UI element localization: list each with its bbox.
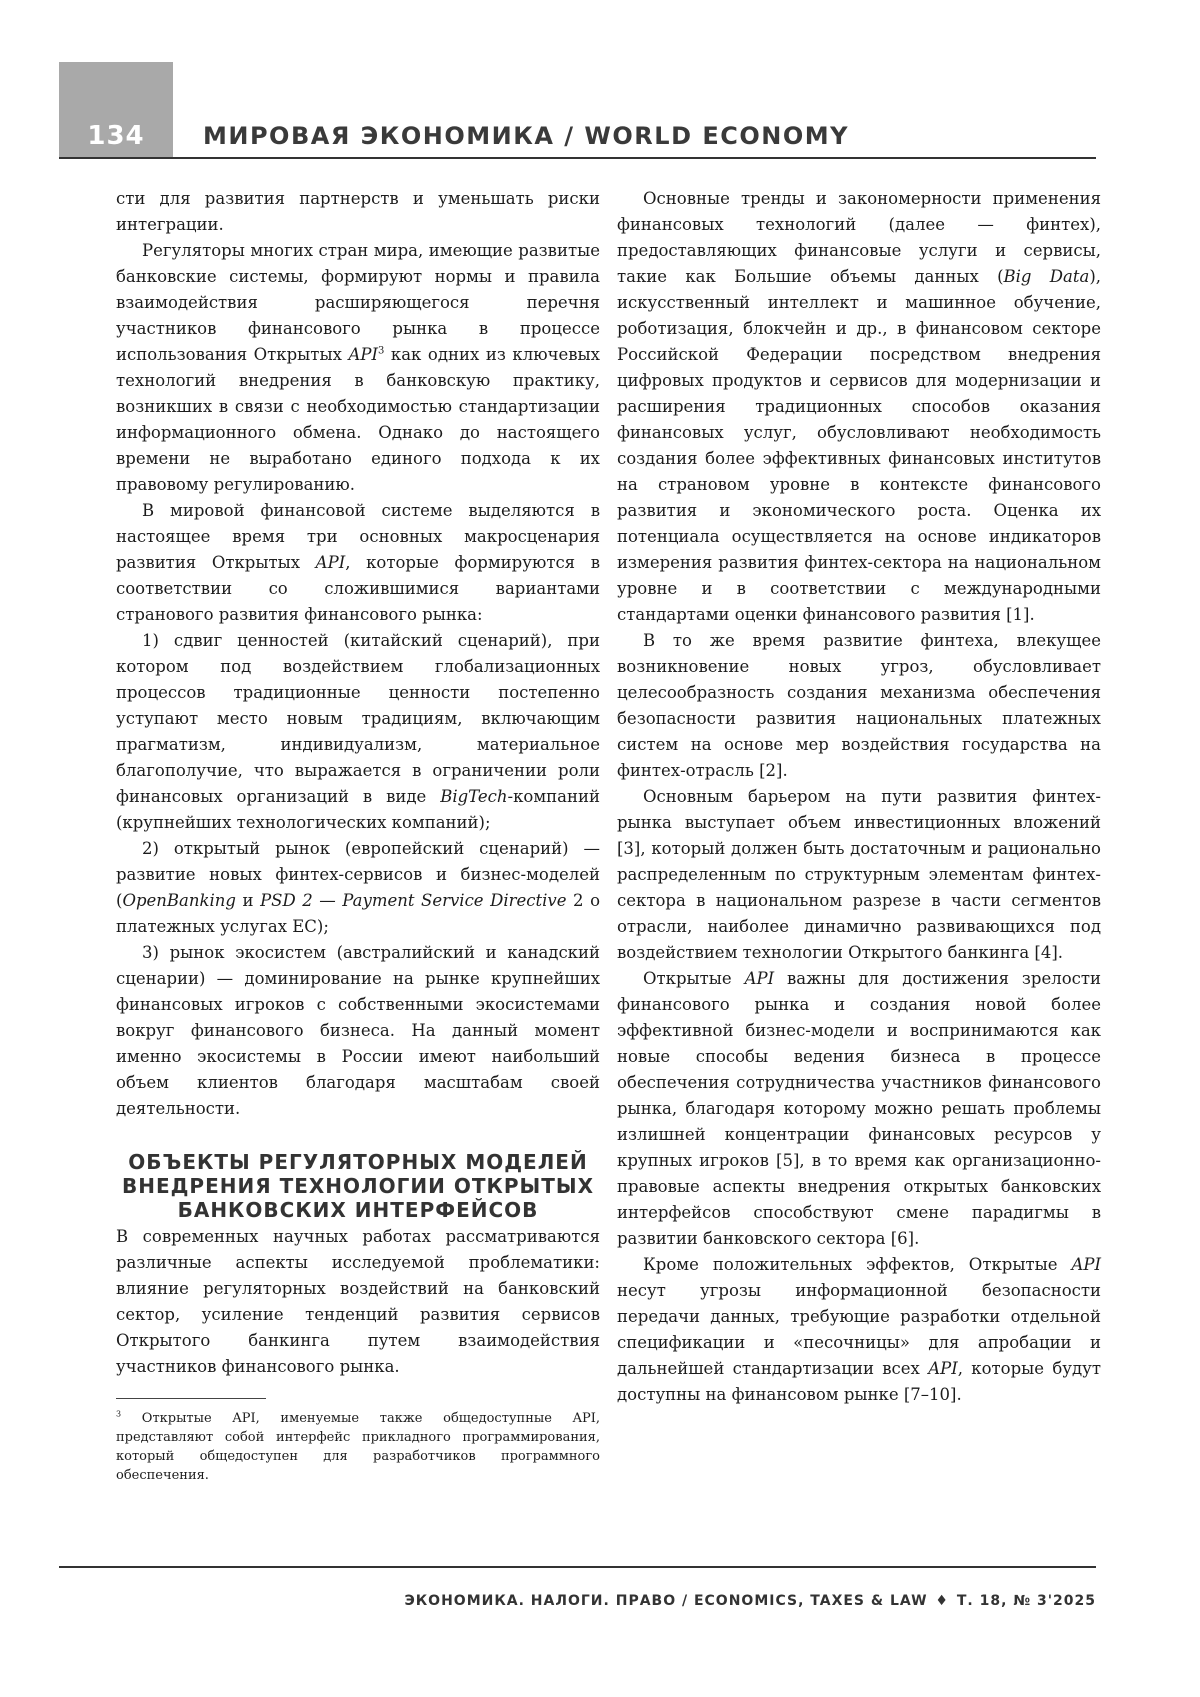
bigtech-term: BigTech xyxy=(440,787,508,806)
text-run: -компаний (крупнейших технологических компаний); xyxy=(116,787,600,832)
footnote-text: Открытые API, именуемые также общедоступные API, представляют собой интерфейс прикладного программирования, который общедоступен для разработчиков программного обеспечения. xyxy=(116,1411,600,1483)
text-run: , которые будут доступны на финансовом рынке [7–10]. xyxy=(617,1359,1101,1404)
text-run: Регуляторы многих стран мира, имеющие развитые банковские системы, формируют нормы и правила взаимодействия расширяющегося перечня участников финансового рынка в процессе использования Открытых xyxy=(116,241,600,364)
api-term: API xyxy=(1071,1255,1101,1274)
text-run: В мировой финансовой системе выделяются в настоящее время три основных макросценария развития Открытых xyxy=(116,501,600,572)
text-run: Кроме положительных эффектов, Открытые xyxy=(643,1255,1072,1274)
left-paragraph-3 xyxy=(116,498,600,628)
left-column xyxy=(116,186,600,1485)
footnote-rule xyxy=(116,1398,266,1399)
left-paragraph-6: 3) рынок экосистем (австралийский и канадский сценарии) — доминирование на рынке крупнейших финансовых игроков с собственными экосистемами вокруг финансового бизнеса. На данный момент именно экосистемы в России имеют наибольший объем клиентов благодаря масштабам своей деятельности. xyxy=(116,943,600,1118)
right-paragraph-3: Основным барьером на пути развития финтех-рынка выступает объем инвестиционных вложений [3], который должен быть достаточным и рационально распределенным по структурным элементам финтех-сектора в национальном разрезе в части сегментов отрасли, наиболее динамично развивающихся под воздействием технологии Открытого банкинга [4]. xyxy=(617,787,1101,962)
header-rule xyxy=(59,157,1096,159)
text-run: ), искусственный интеллект и машинное обучение, роботизация, блокчейн и др., в финансовом секторе Российской Федерации посредством внедрения цифровых продуктов и сервисов для модернизации и расширения традиционных способов оказания финансовых услуг, обусловливают необходимость создания более эффективных финансовых институтов на страновом уровне в контексте финансового развития и экономического роста. Оценка их потенциала осуществляется на основе индикаторов измерения развития финтех-сектора на национальном уровне и в соответствии с международными стандартами оценки финансового развития [1]. xyxy=(617,267,1101,624)
section-title: МИРОВАЯ ЭКОНОМИКА / WORLD ECONOMY xyxy=(203,122,850,150)
right-paragraph-2: В то же время развитие финтеха, влекущее возникновение новых угроз, обусловливает целесообразность создания механизма обеспечения безопасности развития национальных платежных систем на основе мер воздействия государства на финтех-отрасль [2]. xyxy=(617,631,1101,780)
footer-journal xyxy=(404,1593,1096,1609)
text-run: , которые формируются в соответствии со сложившимися вариантами странового развития финансового рынка: xyxy=(116,553,600,624)
text-run: 1) сдвиг ценностей (китайский сценарий), при котором под воздействием глобализационных процессов традиционные ценности постепенно уступают место новым традициям, включающим прагматизм, индивидуализм, материальное благополучие, что выражается в ограничении роли финансовых организаций в виде xyxy=(116,631,600,806)
footnote-ref: 3 xyxy=(377,345,385,357)
left-paragraph-2 xyxy=(116,238,600,498)
footnote xyxy=(116,1409,600,1485)
left-paragraph-1: сти для развития партнерств и уменьшать риски интеграции. xyxy=(116,189,600,234)
text-run: важны для достижения зрелости финансового рынка и создания новой более эффективной бизнес-модели и воспринимаются как новые способы ведения бизнеса в процессе обеспечения сотрудничества участников финансового рынка, благодаря которому можно решать проблемы излишней концентрации финансовых ресурсов у крупных игроков [5], в то время как организационно-правовые аспекты внедрения открытых банковских интерфейсов способствуют смене парадигмы в развитии банковского сектора [6]. xyxy=(617,969,1101,1248)
page-number: 134 xyxy=(87,121,145,151)
right-paragraph-1 xyxy=(617,186,1101,628)
subheading: ОБЪЕКТЫ РЕГУЛЯТОРНЫХ МОДЕЛЕЙ ВНЕДРЕНИЯ ТЕХНОЛОГИИ ОТКРЫТЫХ БАНКОВСКИХ ИНТЕРФЕЙСОВ xyxy=(121,1150,595,1222)
api-term: API xyxy=(928,1359,958,1378)
psd2-term: PSD 2 — Payment Service Directive xyxy=(260,891,567,910)
text-run: 2 о платежных услугах ЕС); xyxy=(116,891,601,936)
text-run: 2) открытый рынок (европейский сценарий) — развитие новых финтех-сервисов и бизнес-моделей ( xyxy=(116,839,600,910)
text-run: и xyxy=(235,891,261,910)
diamond-icon: ♦ xyxy=(935,1593,949,1609)
left-paragraph-7: В современных научных работах рассматриваются различные аспекты исследуемой проблематики: влияние регуляторных воздействий на банковский сектор, усиление тенденций развития сервисов Открытого банкинга путем взаимодействия участников финансового рынка. xyxy=(116,1227,600,1376)
text-run: Открытые xyxy=(643,969,745,988)
api-term: API xyxy=(315,553,346,572)
api-term: API xyxy=(744,969,775,988)
journal-name: ЭКОНОМИКА. НАЛОГИ. ПРАВО / ECONOMICS, TAXES & LAW xyxy=(404,1593,928,1609)
left-paragraph-4 xyxy=(116,628,600,836)
right-paragraph-4 xyxy=(617,966,1101,1252)
api-term: API xyxy=(348,345,378,364)
right-column xyxy=(617,186,1101,1408)
text-run: Основные тренды и закономерности применения финансовых технологий (далее — финтех), предоставляющих финансовые услуги и сервисы, такие как Большие объемы данных ( xyxy=(617,189,1101,286)
openbanking-term: OpenBanking xyxy=(122,891,236,910)
footer-rule xyxy=(59,1566,1096,1568)
issue-number: Т. 18, № 3'2025 xyxy=(956,1593,1096,1609)
bigdata-term: Big Data xyxy=(1003,267,1090,286)
right-paragraph-5 xyxy=(617,1252,1101,1408)
text-run: как одних из ключевых технологий внедрения в банковскую практику, возникших в связи с необходимостью стандартизации информационного обмена. Однако до настоящего времени не выработано единого подхода к их правовому регулированию. xyxy=(116,345,600,494)
footnote-number: 3 xyxy=(116,1409,122,1419)
text-run: несут угрозы информационной безопасности передачи данных, требующие разработки отдельной спецификации и «песочницы» для апробации и дальнейшей стандартизации всех xyxy=(617,1281,1101,1378)
left-paragraph-5 xyxy=(116,836,600,940)
